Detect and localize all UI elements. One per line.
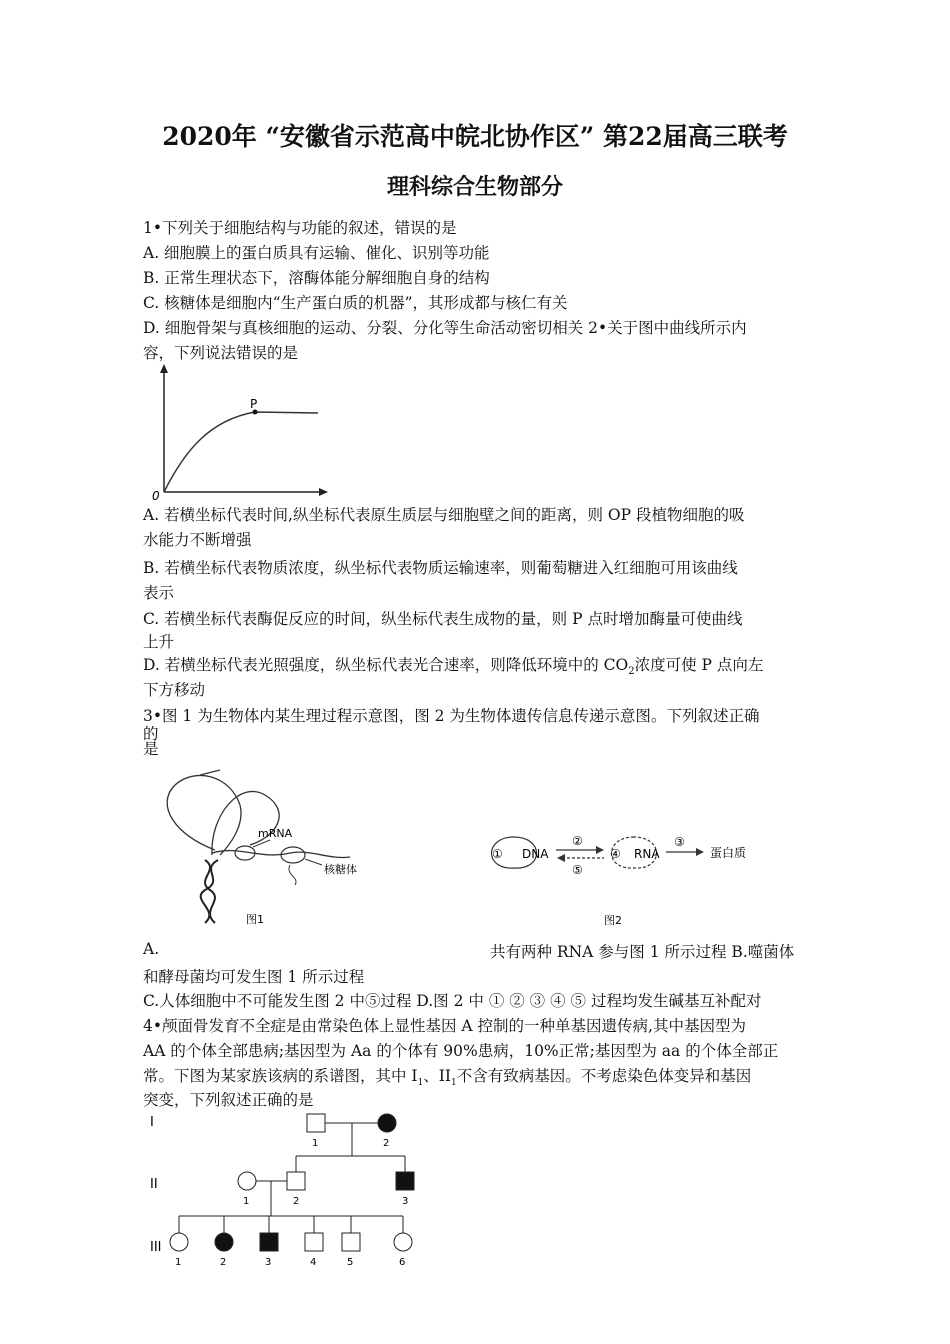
exam-title: 2020年 “安徽省示范高中皖北协作区” 第22届高三联考 [162, 122, 788, 151]
q2-option-a-line2: 水能力不断增强 [143, 531, 252, 549]
q4-line3: 常。下图为某家族该病的系谱图，其中 $I_1$、$II_1$不含有致病基因。不考虑染色体变异和基因 [143, 1067, 752, 1089]
rna-label: RNA [634, 847, 660, 861]
iii6-number: 6 [399, 1257, 406, 1268]
dna-loop-left [167, 775, 241, 855]
iii3-male-affected [260, 1233, 278, 1251]
figure-1-caption: 图1 [246, 913, 264, 926]
q2-option-a-line1: A. 若横坐标代表时间,纵坐标代表原生质层与细胞壁之间的距离，则 OP 段植物细胞的吸 [143, 506, 745, 524]
ii1-number: 1 [243, 1196, 250, 1207]
i2-female-affected [378, 1114, 396, 1132]
process-2-label: ② [572, 834, 583, 848]
q3-options-cd: C.人体细胞中不可能发生图 2 中⑤过程 D.图 2 中 ① ② ③ ④ ⑤ 过程均发生碱基互补配对 [143, 992, 762, 1010]
q1-option-b: B. 正常生理状态下，溶酶体能分解细胞自身的结构 [143, 269, 490, 287]
dna-label: DNA [522, 847, 549, 861]
iii1-female-unaffected [170, 1233, 188, 1251]
iii4-number: 4 [310, 1257, 317, 1268]
iii1-number: 1 [175, 1257, 182, 1268]
iii5-male-unaffected [342, 1233, 360, 1251]
q3-option-a-text: 共有两种 RNA 参与图 1 所示过程 B.噬菌体 [490, 943, 795, 961]
transcription-arrowhead [596, 846, 604, 854]
pedigree-chart [140, 1108, 440, 1283]
ribosome-label: 核糖体 [324, 863, 357, 876]
q3-option-b-cont: 和酵母菌均可发生图 1 所示过程 [143, 968, 365, 986]
figure-2-central-dogma [484, 800, 784, 930]
q4-line2: AA 的个体全部患病;基因型为 Aa 的个体有 90%患病，10%正常;基因型为 aa 的个体全部正 [143, 1042, 779, 1060]
q1-option-d: D. 细胞骨架与真核细胞的运动、分裂、分化等生命活动密切相关 2•关于图中曲线所示内 [143, 319, 747, 337]
q2-option-c-line2: 上升 [143, 633, 175, 651]
q2-option-d-line2: 下方移动 [143, 681, 206, 699]
i2-number: 2 [383, 1138, 390, 1149]
q3-option-a-label: A. [143, 940, 160, 958]
figure-1-transcription [150, 765, 390, 935]
process-3-label: ③ [674, 835, 685, 849]
curve-graph [140, 360, 340, 505]
iii2-female-affected [215, 1233, 233, 1251]
q2-option-b-line1: B. 若横坐标代表物质浓度，纵坐标代表物质运输速率，则葡萄糖进入红细胞可用该曲线 [143, 559, 738, 577]
q2-option-b-line2: 表示 [143, 584, 175, 602]
exam-subtitle: 理科综合生物部分 [386, 174, 563, 200]
y-axis-arrow [160, 364, 168, 373]
ii1-female-unaffected [238, 1172, 256, 1190]
iii2-number: 2 [220, 1257, 227, 1268]
q1-option-a: A. 细胞膜上的蛋白质具有运输、催化、识别等功能 [143, 244, 490, 262]
origin-label: 0 [152, 489, 160, 503]
ii2-male-unaffected [287, 1172, 305, 1190]
x-axis-arrow [319, 488, 328, 496]
figure-2-caption: 图2 [604, 914, 622, 927]
process-1-label: ① [492, 847, 503, 861]
generation-i-label: I [150, 1115, 154, 1130]
iii3-number: 3 [265, 1257, 272, 1268]
process-4-label: ④ [610, 847, 621, 861]
q2-option-d-line1: D. 若横坐标代表光照强度，纵坐标代表光合速率，则降低环境中的 $CO_2$浓度可使 P 点向左 [143, 656, 764, 678]
q2-option-c-line1: C. 若横坐标代表酶促反应的时间，纵坐标代表生成物的量，则 P 点时增加酶量可使曲线 [143, 610, 743, 628]
saturation-curve [164, 412, 318, 492]
q3-stem-line2a: 的 [143, 725, 159, 743]
generation-ii-label: II [150, 1177, 158, 1192]
dna-end [200, 770, 220, 775]
q4-line1: 4•颅面骨发育不全症是由常染色体上显性基因 A 控制的一种单基因遗传病,其中基因型为 [143, 1017, 746, 1035]
mrna-label: mRNA [258, 827, 293, 840]
q4-line4: 突变，下列叙述正确的是 [143, 1091, 314, 1109]
iii4-male-unaffected [305, 1233, 323, 1251]
iii6-female-unaffected [394, 1233, 412, 1251]
protein-label: 蛋白质 [710, 846, 747, 860]
ii2-number: 2 [293, 1196, 300, 1207]
reverse-transcription-arrowhead [557, 854, 565, 862]
q1-option-c: C. 核糖体是细胞内“生产蛋白质的机器”，其形成都与核仁有关 [143, 294, 568, 312]
generation-iii-label: III [150, 1240, 162, 1255]
peptide-chain [289, 865, 296, 885]
ribosome-2 [281, 847, 305, 863]
translation-arrowhead [696, 848, 704, 856]
iii5-number: 5 [347, 1257, 354, 1268]
i1-male-unaffected [307, 1114, 325, 1132]
q1-stem: 1•下列关于细胞结构与功能的叙述，错误的是 [143, 219, 457, 237]
ribosome-pointer [305, 859, 322, 865]
i1-number: 1 [312, 1138, 319, 1149]
q3-stem-line2b: 是 [143, 740, 159, 758]
q2-stem: 容，下列说法错误的是 [143, 344, 299, 362]
process-5-label: ⑤ [572, 863, 583, 877]
ii3-male-affected [396, 1172, 414, 1190]
ii3-number: 3 [402, 1196, 409, 1207]
q3-stem-line1: 3•图 1 为生物体内某生理过程示意图，图 2 为生物体遗传信息传递示意图。下列叙述正确 [143, 707, 760, 725]
point-p-label: P [250, 397, 258, 411]
